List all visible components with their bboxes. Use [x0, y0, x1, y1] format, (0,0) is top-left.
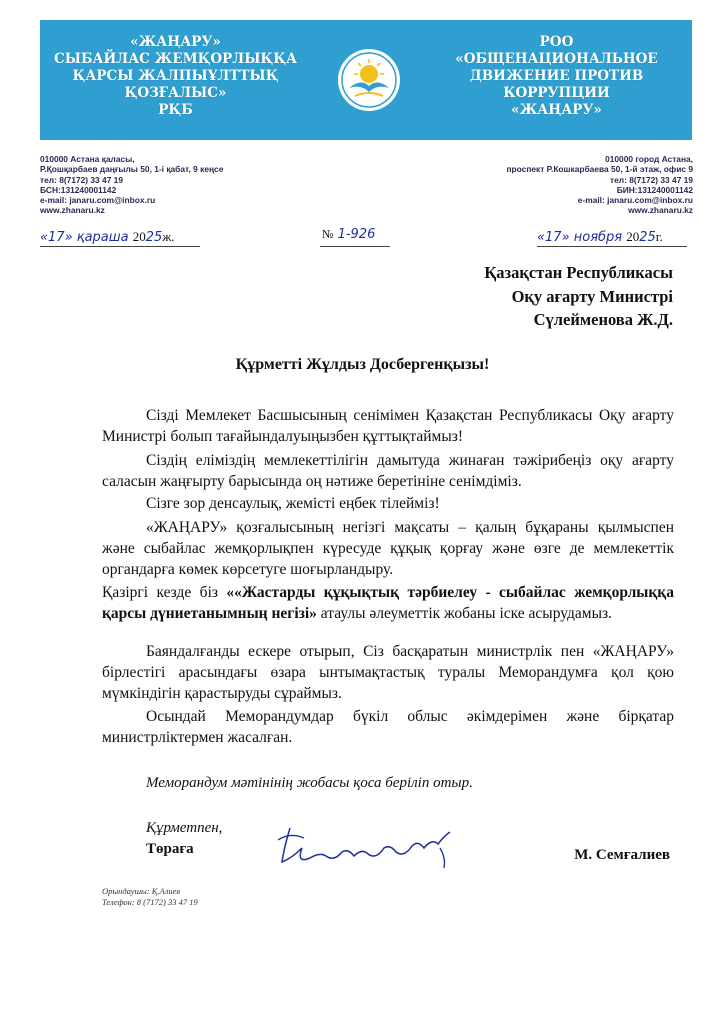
contact-line: БСН:131240001142	[40, 184, 117, 195]
letterhead	[40, 20, 692, 140]
date-kz	[40, 229, 175, 245]
date-ru	[537, 229, 663, 245]
contact-line: тел: 8(7172) 33 47 19	[610, 174, 693, 185]
paragraph-experience: Сіздің еліміздің мемлекеттілігін дамытуда жинаған тәжірибеңіз оқу ағарту саласын жаңғырту барысында оң нәтиже беретініне сенімдіміз.	[102, 452, 674, 490]
paragraph-goal: «ЖАҢАРУ» қозғалысының негізгі мақсаты – қалың бұқараны қылмыспен және сыбайлас жемқорлықпен күресуде құқық қорғау және өзге де мемлекеттік органдарға көмек көрсетуге шоғырландыру.	[102, 519, 674, 578]
contact-block-kz	[40, 154, 223, 216]
date-kz-year: 25	[145, 230, 163, 245]
contact-line: e-mail: janaru.com@inbox.ru	[40, 195, 156, 206]
letterhead-kz-line: ҚОЗҒАЛЫС»	[124, 85, 227, 101]
date-ru-suffix: г.	[655, 229, 663, 244]
date-kz-month: қараша	[76, 230, 129, 245]
contact-line: БИН:131240001142	[616, 184, 693, 195]
project-text-before: Қазіргі кезде біз	[102, 584, 227, 601]
letterhead-ru-line: ДВИЖЕНИЕ ПРОТИВ	[469, 68, 644, 84]
date-kz-underline	[40, 246, 200, 247]
handwritten-signature-icon	[268, 818, 468, 870]
letterhead-title-kz	[48, 34, 303, 119]
letterhead-kz-line: ҚАРСЫ ЖАЛПЫҰЛТТЫҚ	[72, 68, 279, 84]
attachment-note: Меморандум мәтінінің жобасы қоса беріліп отыр.	[146, 775, 473, 791]
date-kz-suffix: ж.	[162, 229, 175, 244]
paragraph-project	[102, 582, 674, 624]
date-kz-day: «17»	[40, 230, 73, 245]
regards-text: Құрметпен,	[146, 820, 223, 836]
signature-block	[146, 818, 222, 860]
contact-line: Р.Қошқарбаев даңғылы 50, 1-і қабат, 9 кеңсе	[40, 164, 224, 175]
contact-line: 010000 город Астана,	[605, 154, 693, 164]
recipient-block	[484, 261, 673, 332]
paragraph-congrats: Сізді Мемлекет Басшысының сенімімен Қазақстан Республикасы Оқу ағарту Министрі болып тағайындалуыңызбен құттықтаймыз!	[102, 407, 674, 445]
date-ru-month: ноября	[573, 230, 623, 245]
contact-line: тел: 8(7172) 33 47 19	[40, 174, 123, 185]
letterhead-ru-line: «ОБЩЕНАЦИОНАЛЬНОЕ	[455, 51, 658, 67]
executor-name: Орындаушы: Қ.Алиев	[102, 886, 181, 896]
project-title: ««Жастарды құқықтық тәрбиелеу - сыбайлас жемқорлыққа қарсы дүниетанымның негізі»	[102, 584, 674, 622]
signer-name: М. Семғалиев	[574, 847, 670, 863]
recipient-line: Қазақстан Республикасы	[484, 263, 673, 282]
number-underline	[320, 246, 390, 247]
recipient-line: Сүлейменова Ж.Д.	[533, 310, 673, 329]
letterhead-kz-line: «ЖАҢАРУ»	[130, 34, 221, 50]
project-text-after: атаулы әлеуметтік жобаны іске асырудамыз.	[316, 605, 613, 622]
executor-info	[102, 886, 198, 908]
date-ru-year-prefix: 20	[626, 229, 640, 244]
contact-line: проспект Р.Кошкарбаева 50, 1-й этаж, офис 9	[506, 164, 693, 175]
contact-line: 010000 Астана қаласы,	[40, 154, 135, 164]
letterhead-title-ru	[429, 34, 684, 119]
letterhead-kz-line: РҚБ	[158, 102, 193, 118]
salutation: Құрметті Жұлдыз Досбергенқызы!	[235, 356, 490, 373]
contact-block-ru	[506, 154, 693, 216]
signer-title: Төраға	[146, 841, 194, 857]
executor-phone: Телефон: 8 (7172) 33 47 19	[102, 897, 198, 907]
contact-line: www.zhanaru.kz	[628, 205, 693, 216]
letterhead-kz-line: СЫБАЙЛАС ЖЕМҚОРЛЫҚҚА	[54, 51, 297, 67]
date-ru-day: «17»	[537, 230, 570, 245]
paragraph-memorandum-request: Баяндалғанды ескере отырып, Сіз басқаратын министрлік пен «ЖАҢАРУ» бірлестігі арасындағы өзара ынтымақтастық туралы Меморандумға қол қою мүмкіндігін қарастыруды сұраймыз.	[102, 643, 674, 702]
sun-eagle-emblem-icon	[337, 48, 401, 112]
letterhead-ru-line: «ЖАҢАРУ»	[511, 102, 602, 118]
number-prefix: №	[322, 227, 334, 241]
contact-line: e-mail: janaru.com@inbox.ru	[577, 195, 693, 206]
paragraph-memorandum-info: Осындай Меморандумдар бүкіл облыс әкімдерімен және бірқатар министрліктермен жасалған.	[102, 708, 674, 746]
letterhead-ru-line: РОО	[539, 34, 574, 50]
recipient-line: Оқу ағарту Министрі	[511, 286, 673, 306]
letterhead-ru-line: КОРРУПЦИИ	[503, 85, 610, 101]
date-ru-underline	[537, 246, 687, 247]
date-ru-year: 25	[639, 230, 656, 245]
paragraph-wishes: Сізге зор денсаулық, жемісті еңбек тілейміз!	[146, 495, 440, 512]
number-value: 1-926	[337, 227, 376, 242]
document-number	[322, 227, 375, 242]
date-kz-year-prefix: 20	[132, 229, 146, 244]
contact-line: www.zhanaru.kz	[40, 205, 105, 216]
